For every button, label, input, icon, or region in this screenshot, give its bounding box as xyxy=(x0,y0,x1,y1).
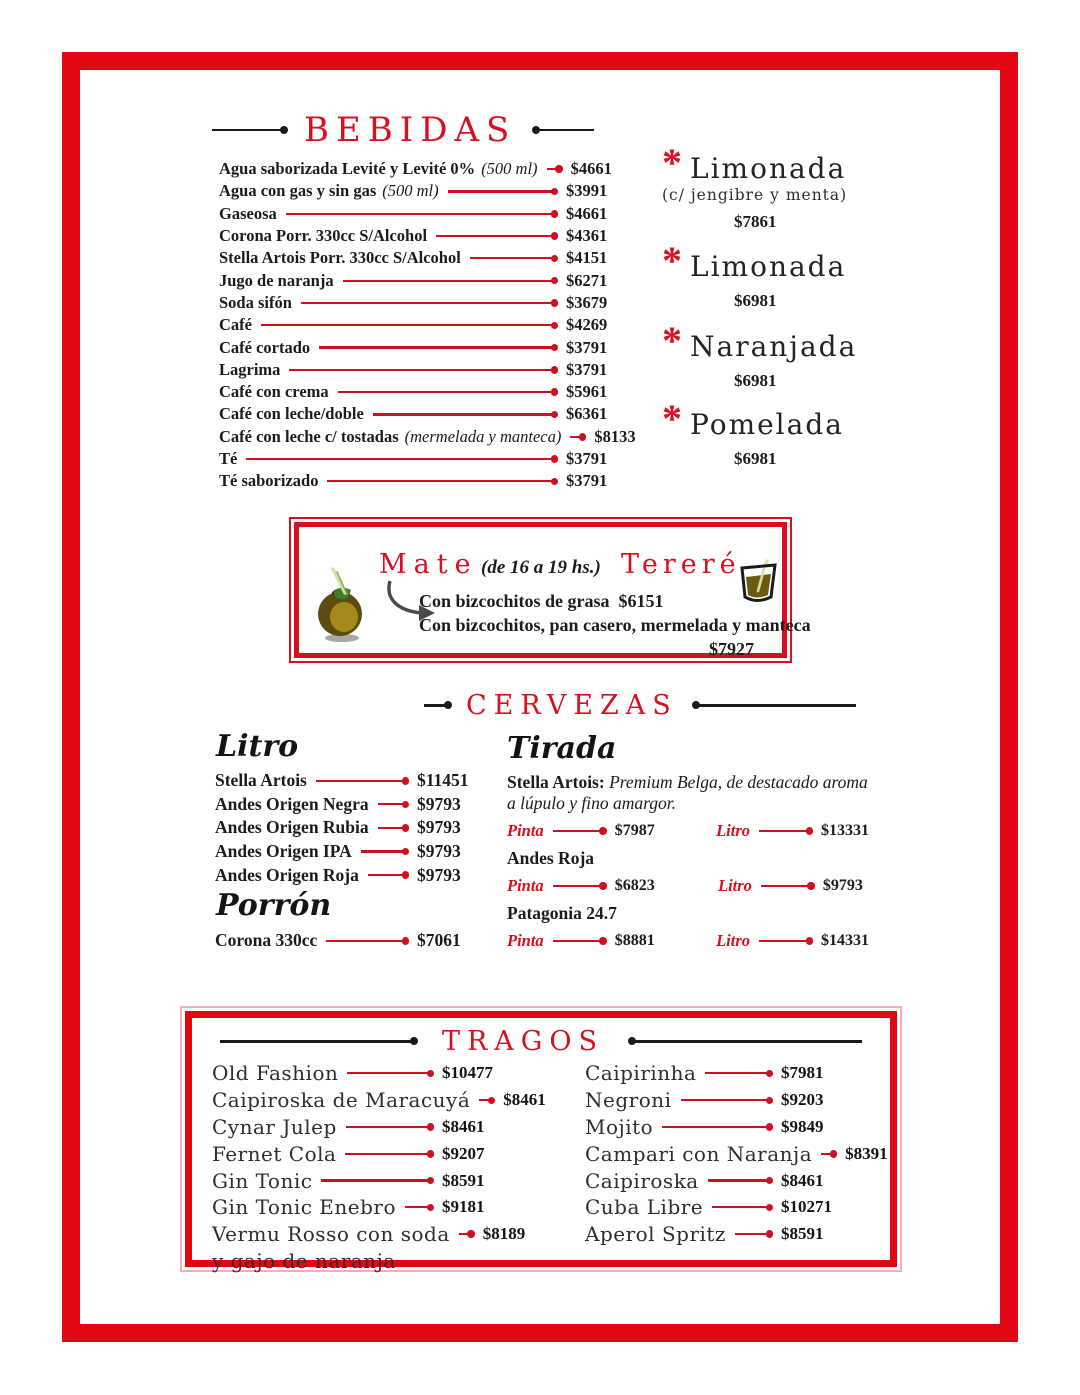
mate-gourd-icon xyxy=(313,567,371,643)
mate-hours: (de 16 a 19 hs.) xyxy=(481,557,601,578)
asterisk-icon: * xyxy=(662,140,682,185)
beer-row xyxy=(215,863,475,887)
pinta-litro-row xyxy=(507,875,869,897)
tirada-name: Patagonia 24.7 xyxy=(507,903,617,923)
item-price: $4661 xyxy=(570,159,612,179)
mate-line2: Con bizcochitos, pan casero, mermelada y manteca xyxy=(419,615,811,635)
leader-line xyxy=(470,257,556,259)
mate-line2-price: $7927 xyxy=(709,639,754,659)
tragos-row xyxy=(585,1087,843,1114)
leader-line xyxy=(761,885,813,887)
leader-line xyxy=(735,1233,771,1235)
item-price: $11451 xyxy=(417,770,469,791)
leader-line xyxy=(338,391,556,393)
header-line-left xyxy=(424,704,450,706)
item-name-line2: y gajo de naranja xyxy=(212,1248,396,1273)
item-price: $10477 xyxy=(442,1063,493,1083)
item-price: $9181 xyxy=(442,1197,485,1217)
leader-line xyxy=(570,436,584,438)
pinta-price: $6823 xyxy=(614,877,655,894)
litro-price: $13331 xyxy=(821,822,869,839)
leader-line xyxy=(286,213,556,215)
tragos-left-column xyxy=(212,1060,546,1274)
menu-item-row xyxy=(219,180,620,202)
item-price: $3791 xyxy=(566,449,608,468)
item-price: $9793 xyxy=(417,817,461,838)
tragos-row xyxy=(585,1060,843,1087)
leader-line xyxy=(759,830,811,832)
item-name: Corona 330cc xyxy=(215,930,318,951)
leader-line xyxy=(327,480,556,482)
special-item xyxy=(662,140,902,232)
leader-line xyxy=(378,827,407,829)
tragos-row xyxy=(212,1167,504,1194)
menu-item-row xyxy=(219,203,620,225)
litro-label: Litro xyxy=(718,876,752,895)
item-name: Andes Origen Rubia xyxy=(215,817,369,838)
tragos-row xyxy=(585,1114,843,1141)
menu-item-row xyxy=(219,292,620,314)
item-price: $4151 xyxy=(566,248,608,268)
menu-item-row xyxy=(219,470,620,492)
item-price: $8189 xyxy=(482,1224,526,1244)
header-line-left xyxy=(220,1040,416,1042)
cervezas-title: CERVEZAS xyxy=(466,690,678,721)
menu-item-row xyxy=(219,269,620,291)
item-note: (500 ml) xyxy=(382,181,439,201)
pinta-price: $7987 xyxy=(614,822,655,839)
leader-line xyxy=(368,874,407,876)
mate-line1 xyxy=(419,591,664,612)
special-item xyxy=(662,396,902,469)
menu-item-row xyxy=(219,225,620,247)
tirada-heading: Tirada xyxy=(507,731,617,766)
litro-list xyxy=(215,769,475,887)
leader-line xyxy=(373,413,556,415)
special-name: Naranjada xyxy=(690,330,858,363)
item-price: $4361 xyxy=(566,226,608,246)
item-name: Gaseosa xyxy=(219,203,277,223)
item-price: $9207 xyxy=(442,1143,485,1163)
leader-line xyxy=(479,1099,493,1101)
tragos-row xyxy=(212,1087,546,1114)
item-price: $8391 xyxy=(845,1143,888,1163)
menu-item-row xyxy=(219,336,620,358)
leader-line xyxy=(436,235,556,237)
bebidas-list xyxy=(219,158,636,492)
item-name: Agua con gas y sin gas xyxy=(219,181,377,201)
litro-label: Litro xyxy=(716,931,750,950)
tragos-row xyxy=(212,1114,504,1141)
item-name: Caipiroska xyxy=(585,1168,699,1193)
menu-item-row xyxy=(219,448,620,470)
special-price: $7861 xyxy=(734,212,777,231)
menu-item-row xyxy=(219,403,620,425)
item-name: Mojito xyxy=(585,1114,654,1139)
item-price: $4269 xyxy=(566,315,608,335)
menu-item-row xyxy=(219,426,636,448)
porron-list xyxy=(215,929,475,953)
item-name: Fernet Cola xyxy=(212,1141,337,1166)
item-note: (mermelada y manteca) xyxy=(404,426,562,446)
item-name: Caipiroska de Maracuyá xyxy=(212,1088,471,1113)
item-price: $6361 xyxy=(566,404,608,424)
leader-line xyxy=(459,1233,473,1235)
special-price: $6981 xyxy=(734,371,777,390)
item-price: $3791 xyxy=(566,359,608,379)
tirada-section xyxy=(507,731,869,952)
leader-line xyxy=(361,850,407,852)
leader-line xyxy=(319,346,556,348)
item-name: Cynar Julep xyxy=(212,1114,337,1139)
leader-line xyxy=(321,1179,432,1181)
leader-line xyxy=(708,1179,771,1181)
item-name: Cuba Libre xyxy=(585,1195,704,1220)
item-price: $7061 xyxy=(417,930,461,951)
tirada-entry-desc xyxy=(507,772,869,814)
leader-line xyxy=(553,830,605,832)
leader-line xyxy=(448,190,556,192)
tragos-row xyxy=(585,1221,843,1248)
item-name: Café con leche/doble xyxy=(219,404,364,424)
item-name: Café cortado xyxy=(219,337,311,357)
leader-line xyxy=(347,1072,432,1074)
item-price: $9793 xyxy=(417,864,461,885)
leader-line xyxy=(316,780,407,782)
menu-item-row xyxy=(219,247,620,269)
item-price: $9793 xyxy=(417,793,461,814)
terere-glass-icon xyxy=(737,559,779,611)
tragos-row xyxy=(212,1221,526,1248)
item-price: $3791 xyxy=(566,471,608,491)
item-price: $4661 xyxy=(566,203,608,223)
asterisk-icon: * xyxy=(662,318,682,363)
item-price: $8461 xyxy=(503,1090,546,1110)
leader-line xyxy=(345,1153,432,1155)
tragos-row xyxy=(212,1060,504,1087)
asterisk-icon: * xyxy=(662,238,682,283)
leader-line xyxy=(821,1153,835,1155)
pinta-litro-row xyxy=(507,820,869,842)
leader-line xyxy=(681,1099,771,1101)
pinta-label: Pinta xyxy=(507,821,544,840)
item-name: Café con leche c/ tostadas xyxy=(219,426,399,446)
cervezas-header xyxy=(424,690,856,721)
item-name: Lagrima xyxy=(219,359,281,379)
menu-item-row xyxy=(219,359,620,381)
item-name: Andes Origen Roja xyxy=(215,864,359,885)
item-price: $8461 xyxy=(781,1170,824,1190)
tirada-name: Andes Roja xyxy=(507,848,595,868)
tragos-row xyxy=(212,1194,504,1221)
item-price: $9793 xyxy=(417,841,461,862)
leader-line xyxy=(346,1126,432,1128)
item-name: Jugo de naranja xyxy=(219,270,334,290)
leader-line xyxy=(301,302,556,304)
leader-line xyxy=(759,940,811,942)
bebidas-header xyxy=(212,110,598,150)
pinta-price: $8881 xyxy=(614,932,655,949)
item-name: Agua saborizada Levité y Levité 0% xyxy=(219,159,476,179)
mate-line1-text: Con bizcochitos de grasa xyxy=(419,591,610,611)
tragos-row xyxy=(585,1194,843,1221)
item-name: Stella Artois Porr. 330cc S/Alcohol xyxy=(219,248,461,268)
item-price: $3679 xyxy=(566,292,608,312)
item-price: $7981 xyxy=(781,1063,824,1083)
tragos-header xyxy=(192,1026,890,1057)
special-name: Limonada xyxy=(690,152,847,185)
mate-box-inner xyxy=(294,522,811,659)
special-note: (c/ jengibre y menta) xyxy=(662,186,848,204)
header-line-right xyxy=(534,129,594,131)
item-name: Gin Tonic Enebro xyxy=(212,1195,396,1220)
special-price: $6981 xyxy=(734,291,777,310)
tragos-box xyxy=(180,1006,902,1272)
pinta-label: Pinta xyxy=(507,876,544,895)
leader-line xyxy=(547,168,561,170)
item-name: Andes Origen Negra xyxy=(215,793,369,814)
tirada-name: Stella Artois: xyxy=(507,772,605,792)
special-item xyxy=(662,318,902,391)
item-name: Stella Artois xyxy=(215,770,307,791)
special-name: Limonada xyxy=(690,250,847,283)
tragos-row xyxy=(212,1140,504,1167)
special-price: $6981 xyxy=(734,449,777,468)
special-item xyxy=(662,238,902,311)
item-price: $3991 xyxy=(566,181,608,201)
mate-line1-price: $6151 xyxy=(618,591,664,611)
header-line-right xyxy=(630,1040,862,1042)
litro-label: Litro xyxy=(716,821,750,840)
pinta-litro-row xyxy=(507,930,869,952)
porron-heading: Porrón xyxy=(216,888,332,923)
item-price: $8591 xyxy=(781,1224,824,1244)
item-price: $3791 xyxy=(566,337,608,357)
leader-line xyxy=(289,369,556,371)
mate-title: Mate xyxy=(379,549,478,580)
leader-line xyxy=(246,458,556,460)
litro-heading: Litro xyxy=(216,729,299,764)
leader-line xyxy=(326,940,407,942)
item-price: $10271 xyxy=(781,1197,832,1217)
special-name: Pomelada xyxy=(690,408,844,441)
item-name: Café xyxy=(219,315,252,335)
leader-line xyxy=(712,1206,771,1208)
item-name: Aperol Spritz xyxy=(585,1222,726,1247)
litro-price: $14331 xyxy=(821,932,869,949)
item-name: Campari con Naranja xyxy=(585,1141,813,1166)
item-price: $8461 xyxy=(442,1116,485,1136)
item-name: Gin Tonic xyxy=(212,1168,313,1193)
beer-row xyxy=(215,769,475,793)
item-name: Vermu Rosso con soda xyxy=(212,1222,450,1247)
item-name: Andes Origen IPA xyxy=(215,841,352,862)
beer-row xyxy=(215,793,475,817)
item-price: $9849 xyxy=(781,1116,824,1136)
item-name: Soda sifón xyxy=(219,292,292,312)
leader-line xyxy=(261,324,556,326)
beer-row xyxy=(215,929,475,953)
tragos-row xyxy=(585,1167,843,1194)
item-name: Old Fashion xyxy=(212,1061,339,1086)
item-note: (500 ml) xyxy=(481,159,538,179)
header-line-left xyxy=(212,129,286,131)
beer-row xyxy=(215,840,475,864)
leader-line xyxy=(553,885,605,887)
item-name: Negroni xyxy=(585,1088,672,1113)
item-name: Té xyxy=(219,449,238,468)
pinta-label: Pinta xyxy=(507,931,544,950)
header-line-right xyxy=(694,704,856,706)
leader-line xyxy=(553,940,605,942)
leader-line xyxy=(405,1206,432,1208)
item-name: Café con crema xyxy=(219,382,329,402)
leader-line xyxy=(705,1072,771,1074)
litro-price: $9793 xyxy=(822,877,863,894)
leader-line xyxy=(662,1126,771,1128)
tragos-box-inner xyxy=(185,1011,897,1273)
mate-box xyxy=(289,517,811,663)
tirada-desc-text: Premium Belga, de destacado aroma a lúpulo y fino amargor. xyxy=(507,772,868,813)
item-name: Té saborizado xyxy=(219,471,319,491)
leader-line xyxy=(343,280,556,282)
tragos-right-column xyxy=(585,1060,888,1248)
tragos-title: TRAGOS xyxy=(441,1026,605,1057)
item-name: Corona Porr. 330cc S/Alcohol xyxy=(219,226,428,246)
item-price: $6271 xyxy=(566,270,608,290)
asterisk-icon: * xyxy=(662,396,682,441)
item-price: $8133 xyxy=(594,426,636,446)
item-price: $8591 xyxy=(442,1170,485,1190)
bebidas-title: BEBIDAS xyxy=(304,110,517,150)
item-name: Caipirinha xyxy=(585,1061,697,1086)
beer-row xyxy=(215,816,475,840)
menu-item-row xyxy=(219,381,620,403)
terere-title: Tereré xyxy=(621,549,741,580)
menu-item-row xyxy=(219,314,620,336)
leader-line xyxy=(378,803,407,805)
item-price: $5961 xyxy=(566,382,608,402)
menu-item-row xyxy=(219,158,620,180)
tragos-row xyxy=(585,1140,888,1167)
item-price: $9203 xyxy=(781,1090,824,1110)
